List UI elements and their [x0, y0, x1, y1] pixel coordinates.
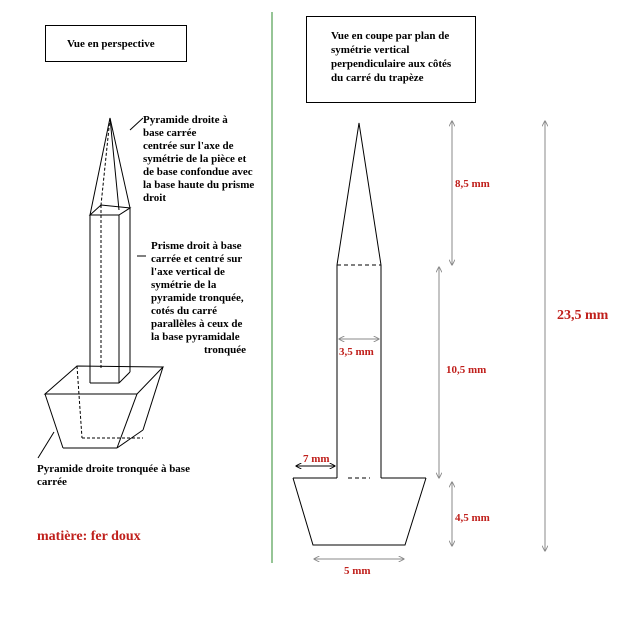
- section-label-line: perpendiculaire aux côtés: [331, 58, 452, 70]
- section-label-line: du carré du trapèze: [331, 72, 424, 84]
- pyramid-tip-outline: [90, 118, 130, 215]
- section-label-line: Vue en coupe par plan de: [331, 30, 450, 42]
- section-tip: [337, 123, 381, 265]
- prism-top-square: [90, 205, 130, 215]
- perspective-label-box: [45, 25, 187, 62]
- dim-prism-height: 10,5 mm: [446, 364, 487, 376]
- section-label-line: symétrie vertical: [331, 44, 410, 56]
- frustum-top: [45, 366, 163, 394]
- section-base: [293, 478, 426, 545]
- prism-note: Prisme droit à base carrée et centré sur l'axe vertical de symétrie de la pyramide tronquée, cotés du carré parallèles à ceux de la base pyramidale tronquée: [151, 240, 246, 356]
- dim-base-top-width: 7 mm: [303, 453, 330, 465]
- dim-prism-width: 3,5 mm: [339, 346, 374, 358]
- frustum-note: Pyramide droite tronquée à base carrée: [37, 463, 190, 488]
- dim-tip-height: 8,5 mm: [455, 178, 490, 190]
- section-label-box: [306, 16, 476, 103]
- section-view: [293, 123, 426, 545]
- pyramid-note: Pyramide droite à base carrée centrée sur l'axe de symétrie de la pièce et de base confondue avec la base haute du prisme droit: [143, 114, 255, 204]
- perspective-label: Vue en perspective: [67, 38, 155, 50]
- dim-base-bottom-width: 5 mm: [344, 565, 371, 577]
- material-label: matière: fer doux: [37, 529, 141, 544]
- dim-base-height: 4,5 mm: [455, 512, 490, 524]
- dim-total-height: 23,5 mm: [557, 308, 609, 323]
